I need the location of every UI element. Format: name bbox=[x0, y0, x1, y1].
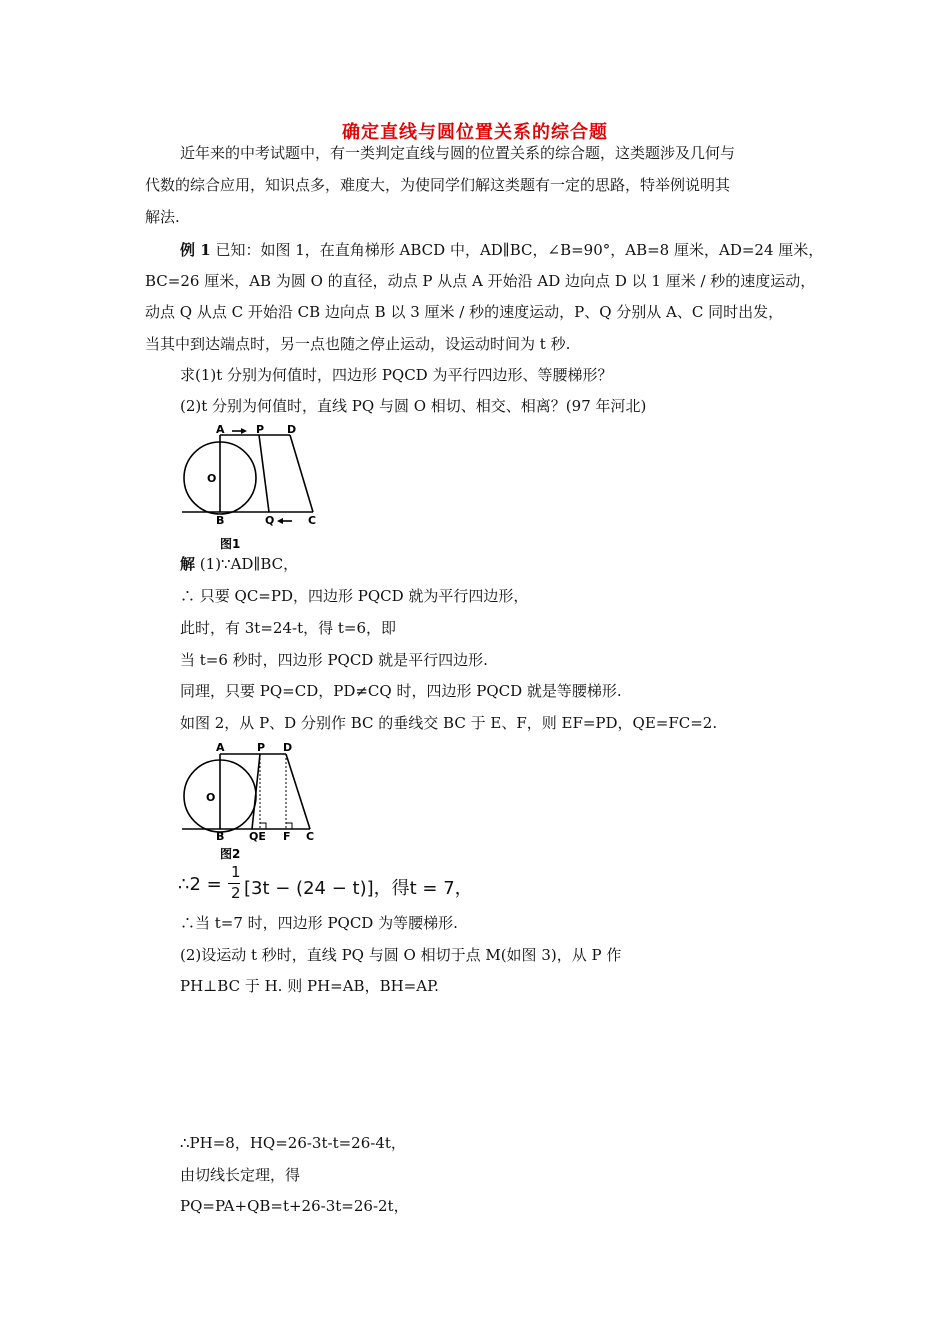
formula-right: [3t − (24 − t)]，得t = 7， bbox=[244, 878, 473, 899]
example-label: 例 1 bbox=[180, 241, 211, 259]
solution-2-line-2: (2)设运动 t 秒时，直线 PQ 与圆 O 相切于点 M(如图 3)，从 P 作 bbox=[180, 946, 622, 964]
fig2-label-b: B bbox=[216, 830, 225, 843]
fig1-caption: 图1 bbox=[220, 537, 241, 551]
fig1-label-d: D bbox=[287, 423, 297, 436]
fig2-label-p: P bbox=[257, 741, 266, 754]
fig2-label-qe: QE bbox=[249, 830, 266, 843]
fig2-caption: 图2 bbox=[220, 847, 241, 861]
fig1-label-o: O bbox=[207, 472, 217, 485]
example-text-1: 已知：如图 1，在直角梯形 ABCD 中，AD∥BC，∠B=90°，AB=8 厘米，AD=24 厘米， bbox=[215, 241, 824, 259]
intro-line-1: 近年来的中考试题中，有一类判定直线与圆的位置关系的综合题，这类题涉及几何与 bbox=[180, 144, 736, 162]
fig1-label-c: C bbox=[308, 514, 317, 527]
solution-1-line-1: ∴ 只要 QC=PD，四边形 PQCD 就为平行四边形， bbox=[180, 587, 529, 605]
fig1-label-a: A bbox=[216, 423, 225, 436]
solution-1-line-4: 同理，只要 PQ=CD，PD≠CQ 时，四边形 PQCD 就是等腰梯形. bbox=[180, 682, 622, 700]
solution-2-tail-3: PQ=PA+QB=t+26-3t=26-2t， bbox=[180, 1197, 409, 1215]
fig1-label-b: B bbox=[216, 514, 225, 527]
intro-line-3: 解法. bbox=[145, 208, 180, 226]
fig1-label-q: Q bbox=[265, 514, 275, 527]
solution-2-tail-2: 由切线长定理，得 bbox=[180, 1166, 301, 1184]
intro-line-2: 代数的综合应用，知识点多，难度大，为使同学们解这类题有一定的思路，特举例说明其 bbox=[145, 176, 731, 194]
solution-1-first bbox=[180, 554, 298, 574]
example-line-1 bbox=[180, 240, 823, 260]
formula-left: ∴2 = bbox=[178, 874, 222, 895]
solution-2-line-1: ∴当 t=7 时，四边形 PQCD 为等腰梯形. bbox=[180, 914, 458, 932]
fig2-label-d: D bbox=[283, 741, 293, 754]
formula-denominator: 2 bbox=[231, 884, 241, 902]
question-2: (2)t 分别为何值时，直线 PQ 与圆 O 相切、相交、相离？(97 年河北) bbox=[180, 397, 647, 415]
solution-2-line-3: PH⊥BC 于 H. 则 PH=AB，BH=AP. bbox=[180, 977, 439, 995]
solution-1-first-text: (1)∵AD∥BC， bbox=[199, 555, 299, 573]
example-line-3: 动点 Q 从点 C 开始沿 CB 边向点 B 以 3 厘米 / 秒的速度运动，P、Q 分别从 A、C 同时出发， bbox=[145, 303, 784, 321]
fig2-label-o: O bbox=[206, 791, 216, 804]
page-title: 确定直线与圆位置关系的综合题 bbox=[342, 122, 608, 143]
fig2-label-c: C bbox=[306, 830, 315, 843]
solution-label: 解 bbox=[180, 555, 196, 573]
solution-2-tail-1: ∴PH=8，HQ=26-3t-t=26-4t， bbox=[180, 1134, 406, 1152]
solution-1-line-2: 此时，有 3t=24-t，得 t=6，即 bbox=[180, 619, 396, 637]
figure-2 bbox=[176, 740, 326, 865]
figure-1 bbox=[176, 424, 326, 554]
fig2-label-a: A bbox=[216, 741, 225, 754]
formula bbox=[178, 862, 478, 902]
solution-1-line-3: 当 t=6 秒时，四边形 PQCD 就是平行四边形. bbox=[180, 651, 488, 669]
example-line-2: BC=26 厘米，AB 为圆 O 的直径，动点 P 从点 A 开始沿 AD 边向点 D 以 1 厘米 / 秒的速度运动， bbox=[145, 272, 816, 290]
formula-numerator: 1 bbox=[231, 863, 241, 881]
example-line-4: 当其中到达端点时，另一点也随之停止运动，设运动时间为 t 秒. bbox=[145, 335, 571, 353]
question-1: 求(1)t 分别为何值时，四边形 PQCD 为平行四边形、等腰梯形？ bbox=[180, 366, 613, 384]
fig2-label-f: F bbox=[283, 830, 291, 843]
solution-1-line-5: 如图 2，从 P、D 分别作 BC 的垂线交 BC 于 E、F，则 EF=PD，QE=FC=2. bbox=[180, 714, 718, 732]
fig1-label-p: P bbox=[256, 423, 265, 436]
